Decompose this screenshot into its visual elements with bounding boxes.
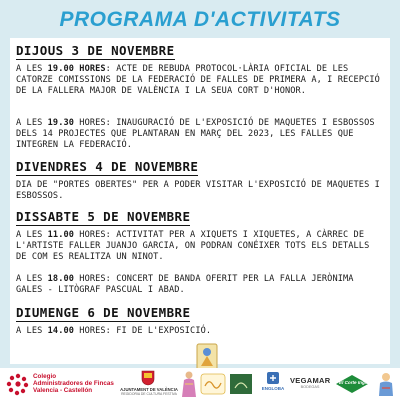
day-heading-saturday: DISSABTE 5 DE NOVEMBRE (16, 209, 191, 224)
ajuntament-sub: REGIDORIA DE CULTURA FESTIVA (121, 392, 177, 396)
ajuntament-name: AJUNTAMENT DE VALÈNCIA (120, 387, 178, 392)
day-heading-friday: DIVENDRES 4 DE NOVEMBRE (16, 159, 199, 174)
green-sponsor-icon (230, 374, 252, 394)
colegio-emblem-icon (6, 372, 30, 396)
vegamar-logo (290, 376, 330, 394)
script-sponsor-icon (200, 373, 226, 395)
event-paragraph: A LES 19.30 HORES: INAUGURACIÓ DE L'EXPOSICIÓ DE MAQUETES I ESBOSSOS DELS 14 PROJECTES QUE PLANTARAN EN MARÇ DEL 2023, LES FALLES QUE INTEGREN LA FEDERACIÓ. (16, 118, 375, 150)
day-heading-thursday: DIJOUS 3 DE NOVEMBRE (16, 43, 175, 58)
mascot-figure-icon (376, 371, 396, 397)
vegamar-name: VEGAMAR (290, 376, 331, 385)
city-shield-icon (141, 370, 155, 386)
colegio-line2: Administradores de Fincas (33, 380, 114, 387)
engloba-name: ENGLOBA (261, 386, 285, 391)
colegio-line3: Valencia - Castellón (33, 387, 93, 394)
event-paragraph: A LES 11.00 HORES: ACTIVITAT PER A XIQUETS I XIQUETES, A CÀRREC DE L'ARTISTE FALLER JUANJO GARCIA, ON PODRAN CONÉIXER TOTS ELS DETALLS DE COM ES REALITZA UN NINOT. (16, 230, 370, 262)
fallera-figure-icon (180, 370, 198, 398)
engloba-mark-icon (266, 371, 280, 385)
colegio-line1: Colegio (33, 373, 57, 380)
event-paragraph: A LES 19.00 HORES: ACTE DE REBUDA PROTOCOL·LÀRIA OFICIAL DE LES CATORZE COMISSIONS DE LA FEDERACIÓ DE FALLES DE PRIMERA A, I RECEPCIÓ DE LA FALLERA MAJOR DE VALÈNCIA I LA SEUA CORT D'HONOR. (16, 64, 380, 96)
el-corte-ingles-logo (334, 374, 370, 394)
program-panel (10, 38, 390, 364)
el-corte-ingles-name: El Corte Inglés (339, 380, 372, 385)
engloba-logo (260, 371, 286, 397)
vegamar-sub: BODEGAS (300, 385, 320, 389)
colegio-logo (6, 372, 118, 396)
sponsor-footer (0, 368, 400, 400)
ajuntament-logo (120, 370, 178, 398)
page-title: PROGRAMA D'ACTIVITATS (59, 8, 341, 31)
event-paragraph: A LES 18.00 HORES: CONCERT DE BANDA OFERIT PER LA FALLA JERÒNIMA GALES - LITÒGRAF PASCUAL I ABAD. (16, 274, 354, 295)
event-paragraph: A LES 14.00 HORES: FI DE L'EXPOSICIÓ. (16, 326, 212, 336)
day-heading-sunday: DIUMENGE 6 DE NOVEMBRE (16, 305, 191, 320)
event-paragraph: DIA DE "PORTES OBERTES" PER A PODER VISITAR L'EXPOSICIÓ DE MAQUETES I ESBOSSOS. (16, 180, 380, 201)
